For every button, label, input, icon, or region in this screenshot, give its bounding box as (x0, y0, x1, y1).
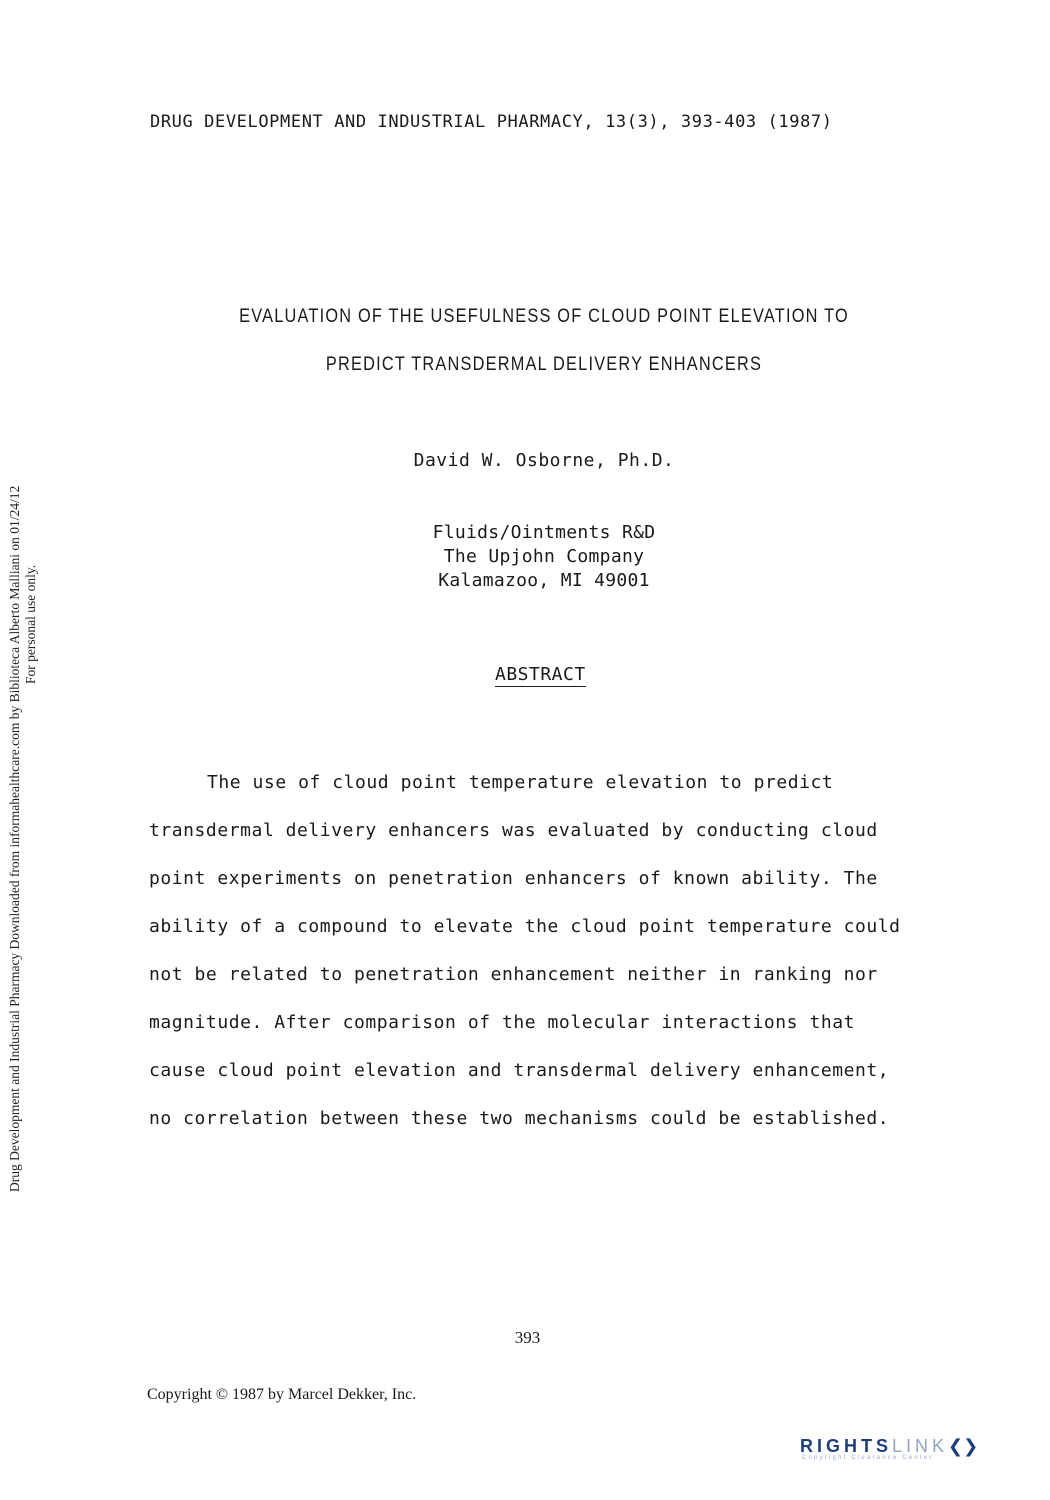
affiliation-company: The Upjohn Company (443, 546, 645, 567)
article-title-line-1: EVALUATION OF THE USEFULNESS OF CLOUD POINT ELEVATION TO (239, 306, 849, 327)
abstract-line: cause cloud point elevation and transdermal delivery enhancement, (149, 1060, 890, 1081)
abstract-heading: ABSTRACT (495, 664, 586, 685)
rightslink-logo[interactable] (800, 1436, 1030, 1472)
article-title-line-2: PREDICT TRANSDERMAL DELIVERY ENHANCERS (325, 354, 763, 375)
rightslink-tagline: Copyright Clearance Center (802, 1455, 934, 1461)
affiliation-block (0, 521, 1050, 593)
rightslink-arrow-icon: ❮❯ (948, 1436, 979, 1456)
abstract-line: magnitude. After comparison of the molecular interactions that (149, 1012, 855, 1033)
abstract-body (149, 759, 949, 1143)
copyright-notice: Copyright © 1987 by Marcel Dekker, Inc. (147, 1386, 417, 1403)
affiliation-address: Kalamazoo, MI 49001 (438, 570, 650, 591)
download-watermark-source: Drug Development and Industrial Pharmacy Downloaded from informahealthcare.com by Biblioteca Alberto Malliani on 01/24/12 (7, 485, 22, 1192)
abstract-line: no correlation between these two mechanisms could be established. (149, 1108, 890, 1129)
abstract-line: point experiments on penetration enhancers of known ability. The (149, 868, 878, 889)
affiliation-department: Fluids/Ointments R&D (432, 522, 656, 543)
author-name: David W. Osborne, Ph.D. (413, 450, 675, 471)
rightslink-rights-text: RIGHTS (800, 1436, 893, 1456)
abstract-line: transdermal delivery enhancers was evaluated by conducting cloud (149, 820, 878, 841)
journal-header: DRUG DEVELOPMENT AND INDUSTRIAL PHARMACY, 13(3), 393-403 (1987) (150, 112, 833, 132)
page-number: 393 (514, 1328, 541, 1347)
download-watermark-usage: For personal use only. (23, 564, 38, 684)
rightslink-link-text: LINK (892, 1436, 949, 1456)
abstract-line: The use of cloud point temperature elevation to predict (207, 772, 834, 793)
rightslink-wordmark (800, 1436, 1030, 1457)
abstract-line: ability of a compound to elevate the cloud point temperature could (149, 916, 901, 937)
abstract-line: not be related to penetration enhancement neither in ranking nor (149, 964, 878, 985)
